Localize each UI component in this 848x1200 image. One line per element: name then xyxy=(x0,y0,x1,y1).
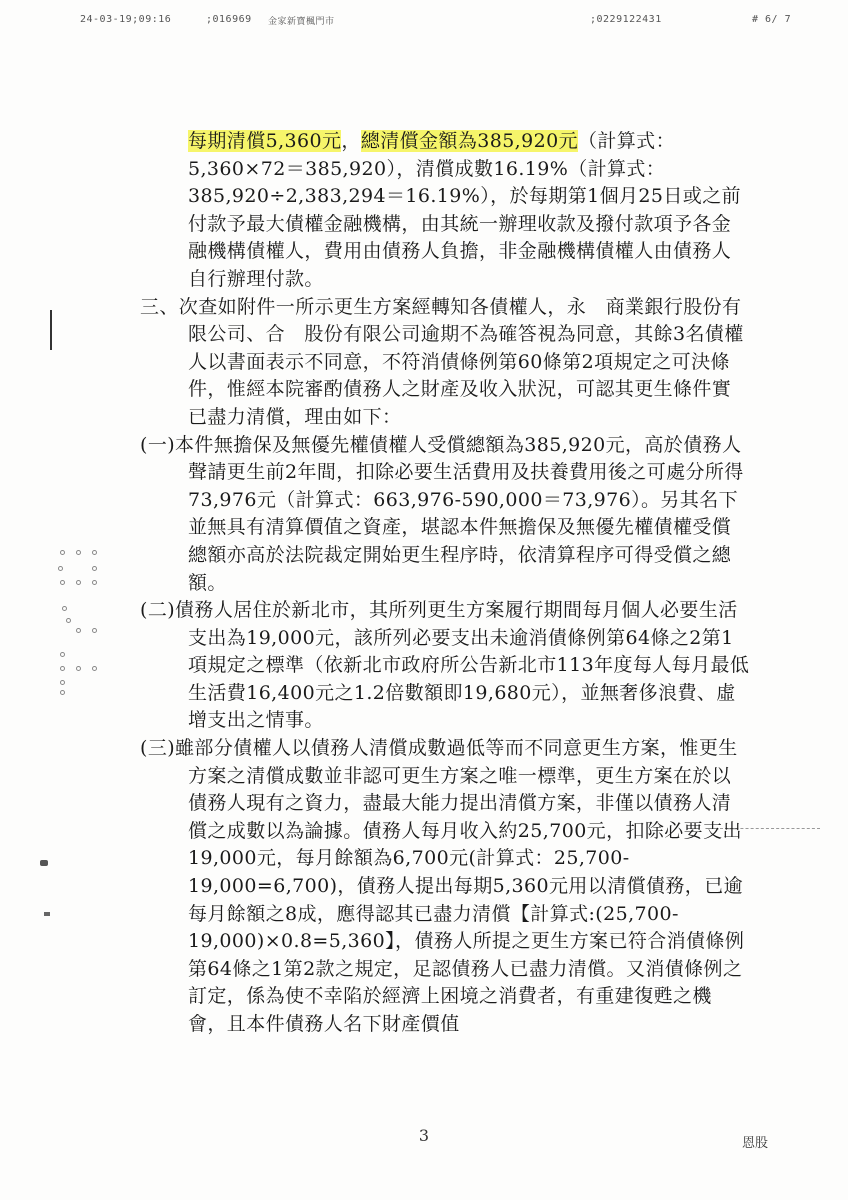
highlight-total: 總清償金額為385,920元 xyxy=(360,130,578,152)
section-three: 三、次查如附件一所示更生方案經轉知各債權人，永 商業銀行股份有限公司、合 股份有限公司逾期不為確答視為同意，其餘3名債權人以書面表示不同意，不符消債條例第60條第2項規定之可決條件，惟經本院審酌債務人之財產及收入狀況，可認其更生條件實已盡力清償，理由如下： xyxy=(140,295,744,428)
separator: ， xyxy=(341,130,361,152)
margin-mark xyxy=(44,912,50,916)
margin-mark xyxy=(50,310,52,350)
fax-number: ;0229122431 xyxy=(590,14,662,25)
fax-sender-name: 金家新寶楓門市 xyxy=(268,17,335,27)
subsection-three: (三)雖部分債權人以債務人清償成數過低等而不同意更生方案，惟更生方案之清償成數並非認可更生方案之唯一標準，更生方案在於以債務人現有之資力，盡最大能力提出清償方案，非僅以債務人清償之成數以為論據。債務人每月收入約25,700元，扣除必要支出19,000元，每月餘額為6,700元(計算式：25,700-19,000=6,700)，債務人提出每期5,360元用以清償債務，已逾每月餘額之8成，應得認其已盡力清償【計算式:(25,700-19,000)×0.8=5,360】，債務人所提之更生方案已符合消債條例第64條之1第2款之規定，足認債務人已盡力清償。又消債條例之訂定，係為使不幸陷於經濟上困境之消費者，有重建復甦之機會，且本件債務人名下財產價值 xyxy=(140,737,745,1035)
fax-header xyxy=(0,14,848,34)
fax-sender-id: ;016969 xyxy=(206,14,252,25)
subsection-one: (一)本件無擔保及無優先權債權人受償總額為385,920元，高於債務人聲請更生前2年間，扣除必要生活費用及扶養費用後之可處分所得73,976元（計算式：663,976-590,000＝73,976）。另其名下並無具有清算價值之資產，堪認本件無擔保及無優先權債權受償總額亦高於法院裁定開始更生程序時，依清算程序可得受償之總額。 xyxy=(140,433,744,594)
page-number: 3 xyxy=(418,1126,430,1145)
paragraph-text: （計算式：5,360×72＝385,920），清償成數16.19%（計算式：385,920÷2,383,294＝16.19%），於每期第1個月25日或之前付款予最大債權金融機構，由其統一辦理收款及撥付款項予各金融機構債權人，費用由債務人負擔，非金融機構債權人由債務人自行辦理付款。 xyxy=(188,130,741,290)
fax-timestamp: 24-03-19;09:16 xyxy=(80,14,172,25)
subsection-two: (二)債務人居住於新北市，其所列更生方案履行期間每月個人必要生活支出為19,000元，該所列必要支出未逾消債條例第64條之2第1項規定之標準（依新北市政府所公告新北市113年度每人每月最低生活費16,400元之1.2倍數額即19,680元），並無奢侈浪費、虛增支出之情事。 xyxy=(140,599,750,732)
footer-signature: 恩股 xyxy=(742,1136,769,1151)
highlight-installment: 每期清償5,360元 xyxy=(188,130,342,152)
fax-page-indicator: # 6/ 7 xyxy=(752,14,792,25)
punch-holes xyxy=(56,548,106,698)
document-body xyxy=(140,128,750,1039)
paragraph-payment-plan xyxy=(140,128,750,294)
margin-mark xyxy=(40,860,48,866)
